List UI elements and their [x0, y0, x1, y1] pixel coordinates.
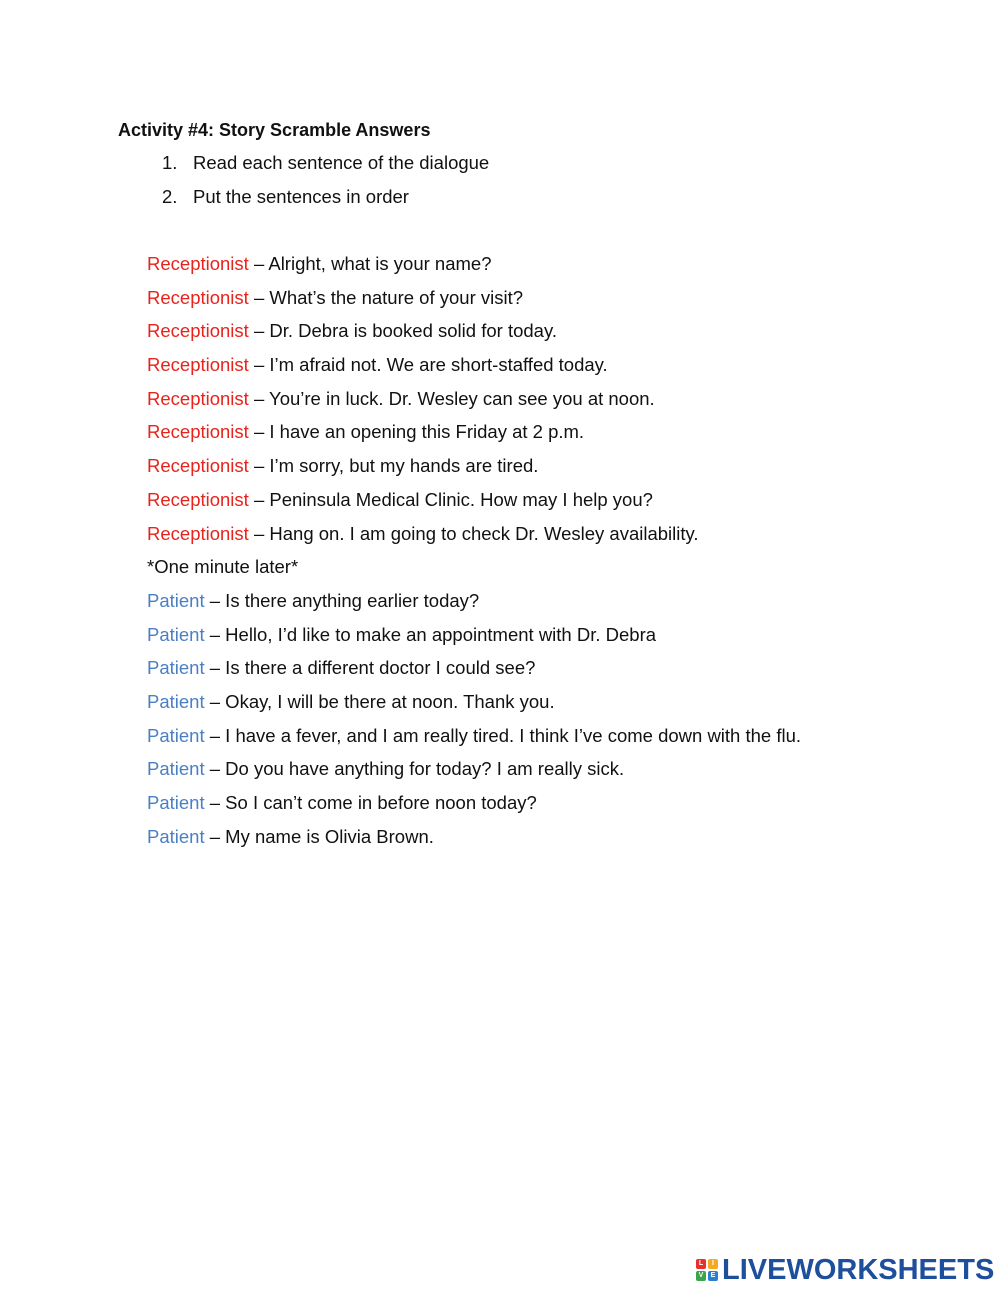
dialogue-line: [147, 252, 801, 286]
logo-block: L: [696, 1259, 706, 1269]
liveworksheets-logo[interactable]: [696, 1254, 994, 1286]
speaker-patient: Patient: [147, 589, 205, 611]
dialogue-text: – Dr. Debra is booked solid for today.: [248, 320, 557, 342]
logo-blocks-icon: [696, 1259, 718, 1281]
dialogue-text: – So I can’t come in before noon today?: [204, 792, 537, 813]
speaker-receptionist: Receptionist: [147, 455, 249, 477]
dialogue-line: [147, 454, 801, 488]
dialogue-line: [147, 791, 801, 825]
speaker-receptionist: Receptionist: [147, 488, 249, 510]
speaker-patient: Patient: [147, 825, 205, 847]
stage-direction: [147, 555, 801, 589]
dialogue-line: [147, 724, 801, 758]
speaker-patient: Patient: [147, 724, 205, 746]
dialogue-text: – What’s the nature of your visit?: [248, 286, 524, 308]
dialogue-text: – I’m afraid not. We are short-staffed today.: [248, 354, 608, 376]
dialogue-text: – You’re in luck. Dr. Wesley can see you at noon.: [248, 387, 655, 409]
logo-text: LIVEWORKSHEETS: [722, 1254, 995, 1286]
page-title: Activity #4: Story Scramble Answers: [118, 120, 431, 140]
stage-direction-text: *One minute later*: [147, 556, 299, 578]
instruction-number: 1.: [162, 152, 178, 173]
instruction-text: Put the sentences in order: [193, 185, 409, 207]
logo-block: I: [708, 1259, 718, 1269]
dialogue-line: [147, 319, 801, 353]
speaker-patient: Patient: [147, 758, 205, 780]
speaker-patient: Patient: [147, 623, 205, 645]
logo-block: V: [696, 1271, 706, 1281]
dialogue-line: [147, 623, 801, 657]
speaker-receptionist: Receptionist: [147, 253, 249, 274]
dialogue-text: – Is there a different doctor I could see?: [204, 657, 536, 679]
dialogue-line: [147, 757, 801, 791]
dialogue-text: – Peninsula Medical Clinic. How may I help you?: [248, 488, 653, 510]
speaker-receptionist: Receptionist: [147, 387, 249, 409]
dialogue-list: [147, 252, 801, 858]
dialogue-text: – I have a fever, and I am really tired. I think I’ve come down with the flu.: [204, 724, 802, 746]
dialogue-text: – Alright, what is your name?: [248, 253, 492, 274]
dialogue-text: – Okay, I will be there at noon. Thank you.: [204, 690, 555, 712]
dialogue-text: – I’m sorry, but my hands are tired.: [248, 455, 539, 477]
instruction-item: [162, 151, 489, 185]
speaker-receptionist: Receptionist: [147, 320, 249, 342]
dialogue-line: [147, 825, 801, 859]
dialogue-line: [147, 589, 801, 623]
logo-block: E: [708, 1271, 718, 1281]
speaker-patient: Patient: [147, 657, 205, 679]
dialogue-line: [147, 522, 801, 556]
speaker-patient: Patient: [147, 792, 205, 813]
dialogue-text: – I have an opening this Friday at 2 p.m.: [248, 421, 585, 443]
instruction-number: 2.: [162, 185, 178, 207]
speaker-receptionist: Receptionist: [147, 354, 249, 376]
speaker-receptionist: Receptionist: [147, 421, 249, 443]
instruction-item: [162, 185, 489, 219]
speaker-receptionist: Receptionist: [147, 286, 249, 308]
dialogue-text: – Hang on. I am going to check Dr. Wesley availability.: [248, 522, 699, 544]
speaker-patient: Patient: [147, 690, 205, 712]
dialogue-line: [147, 656, 801, 690]
dialogue-line: [147, 353, 801, 387]
dialogue-line: [147, 286, 801, 320]
dialogue-line: [147, 387, 801, 421]
dialogue-line: [147, 488, 801, 522]
dialogue-text: – Is there anything earlier today?: [204, 589, 480, 611]
instruction-text: Read each sentence of the dialogue: [193, 152, 490, 173]
speaker-receptionist: Receptionist: [147, 522, 249, 544]
dialogue-text: – Hello, I’d like to make an appointment with Dr. Debra: [204, 623, 657, 645]
dialogue-text: – My name is Olivia Brown.: [204, 825, 434, 847]
dialogue-line: [147, 690, 801, 724]
dialogue-line: [147, 420, 801, 454]
dialogue-text: – Do you have anything for today? I am really sick.: [204, 758, 625, 780]
instructions-list: [162, 151, 489, 218]
